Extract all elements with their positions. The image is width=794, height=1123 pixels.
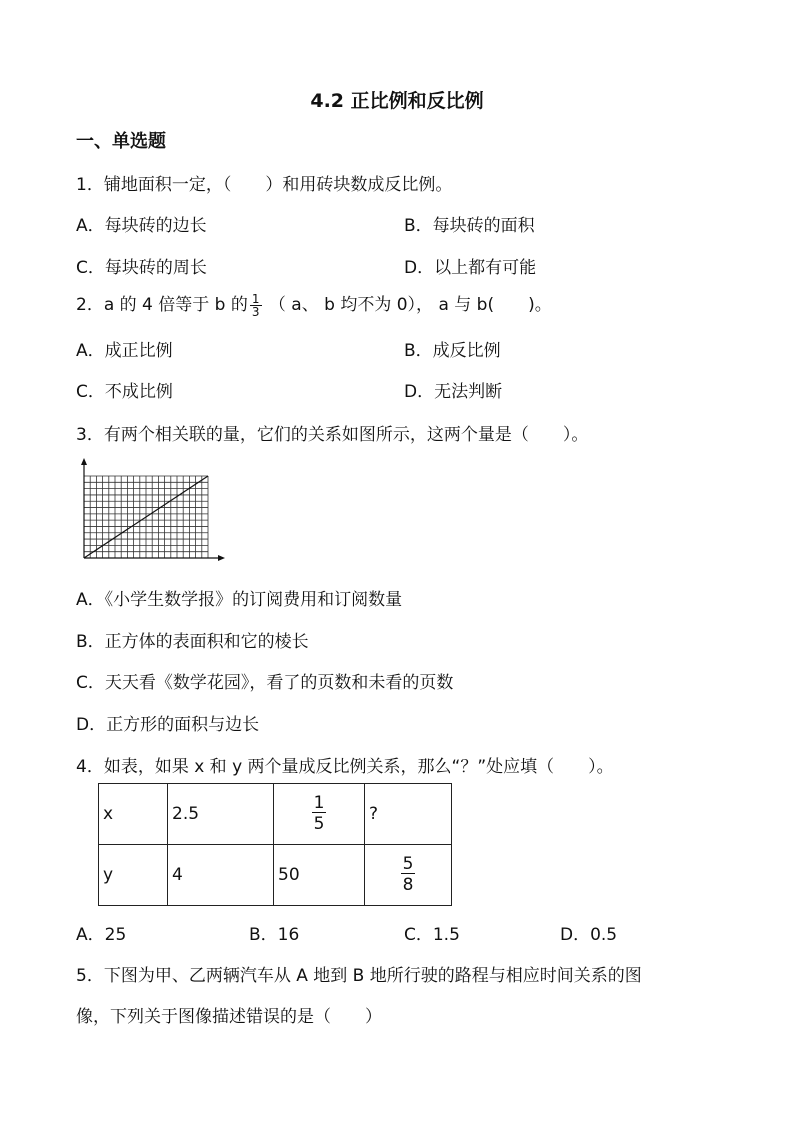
question-1-option-c: C．每块砖的周长 (76, 258, 207, 278)
table-cell-fraction (365, 845, 452, 906)
page-title: 4.2 正比例和反比例 (310, 90, 484, 112)
fraction-one-fifth (312, 795, 327, 833)
fraction-five-eighths (401, 856, 416, 894)
question-1-option-b: B．每块砖的面积 (404, 216, 535, 236)
question-2-stem-part2: （ a、 b 均不为 0）， a 与 b( )。 (268, 295, 552, 315)
question-4-option-c: C．1.5 (404, 925, 460, 945)
question-3-option-b: B．正方体的表面积和它的棱长 (76, 632, 309, 652)
question-1-option-a: A．每块砖的边长 (76, 216, 207, 236)
table-cell: 2.5 (168, 784, 274, 845)
question-2-option-d: D．无法判断 (404, 382, 503, 402)
question-5-stem-line2: 像，下列关于图像描述错误的是（ ） (76, 1007, 382, 1027)
question-4-stem: 4．如表，如果 x 和 y 两个量成反比例关系，那么“？”处应填（ ）。 (76, 757, 614, 777)
question-1-stem: 1．铺地面积一定，（ ）和用砖块数成反比例。 (76, 175, 453, 195)
table-cell-y-header: y (99, 845, 168, 906)
section-heading: 一、单选题 (76, 131, 166, 152)
question-5-stem-line1: 5．下图为甲、乙两辆汽车从 A 地到 B 地所行驶的路程与相应时间关系的图 (76, 966, 642, 986)
question-4-option-a: A．25 (76, 925, 127, 945)
table-row (99, 784, 452, 845)
question-3-stem: 3．有两个相关联的量，它们的关系如图所示，这两个量是（ ）。 (76, 425, 589, 445)
table-row (99, 845, 452, 906)
table-cell: 4 (168, 845, 274, 906)
question-3-option-d: D．正方形的面积与边长 (76, 715, 260, 735)
fraction-numerator: 1 (251, 291, 260, 306)
question-2-stem (76, 290, 552, 318)
fraction-one-third (250, 293, 262, 318)
fraction-denominator: 8 (402, 875, 414, 895)
x-axis-arrow (218, 555, 225, 561)
question-1-option-d: D．以上都有可能 (404, 258, 537, 278)
question-3-option-c: C．天天看《数学花园》，看了的页数和未看的页数 (76, 673, 454, 693)
table-cell-unknown: ? (365, 784, 452, 845)
question-4-option-b: B．16 (249, 925, 300, 945)
question-2-option-b: B．成反比例 (404, 341, 501, 361)
fraction-numerator: 1 (313, 793, 325, 813)
question-2-stem-part1: 2．a 的 4 倍等于 b 的 (76, 295, 248, 315)
question-2-option-a: A．成正比例 (76, 341, 173, 361)
table-cell-fraction (274, 784, 365, 845)
grid-graph (74, 458, 226, 564)
table-cell: 50 (274, 845, 365, 906)
y-axis-arrow (81, 458, 87, 465)
question-4-table (98, 783, 452, 906)
fraction-numerator: 5 (402, 854, 414, 874)
question-3-option-a: A．《小学生数学报》的订阅费用和订阅数量 (76, 590, 403, 610)
fraction-denominator: 3 (251, 304, 260, 319)
question-2-option-c: C．不成比例 (76, 382, 173, 402)
question-4-option-d: D．0.5 (560, 925, 618, 945)
fraction-denominator: 5 (313, 814, 325, 834)
table-cell-x-header: x (99, 784, 168, 845)
